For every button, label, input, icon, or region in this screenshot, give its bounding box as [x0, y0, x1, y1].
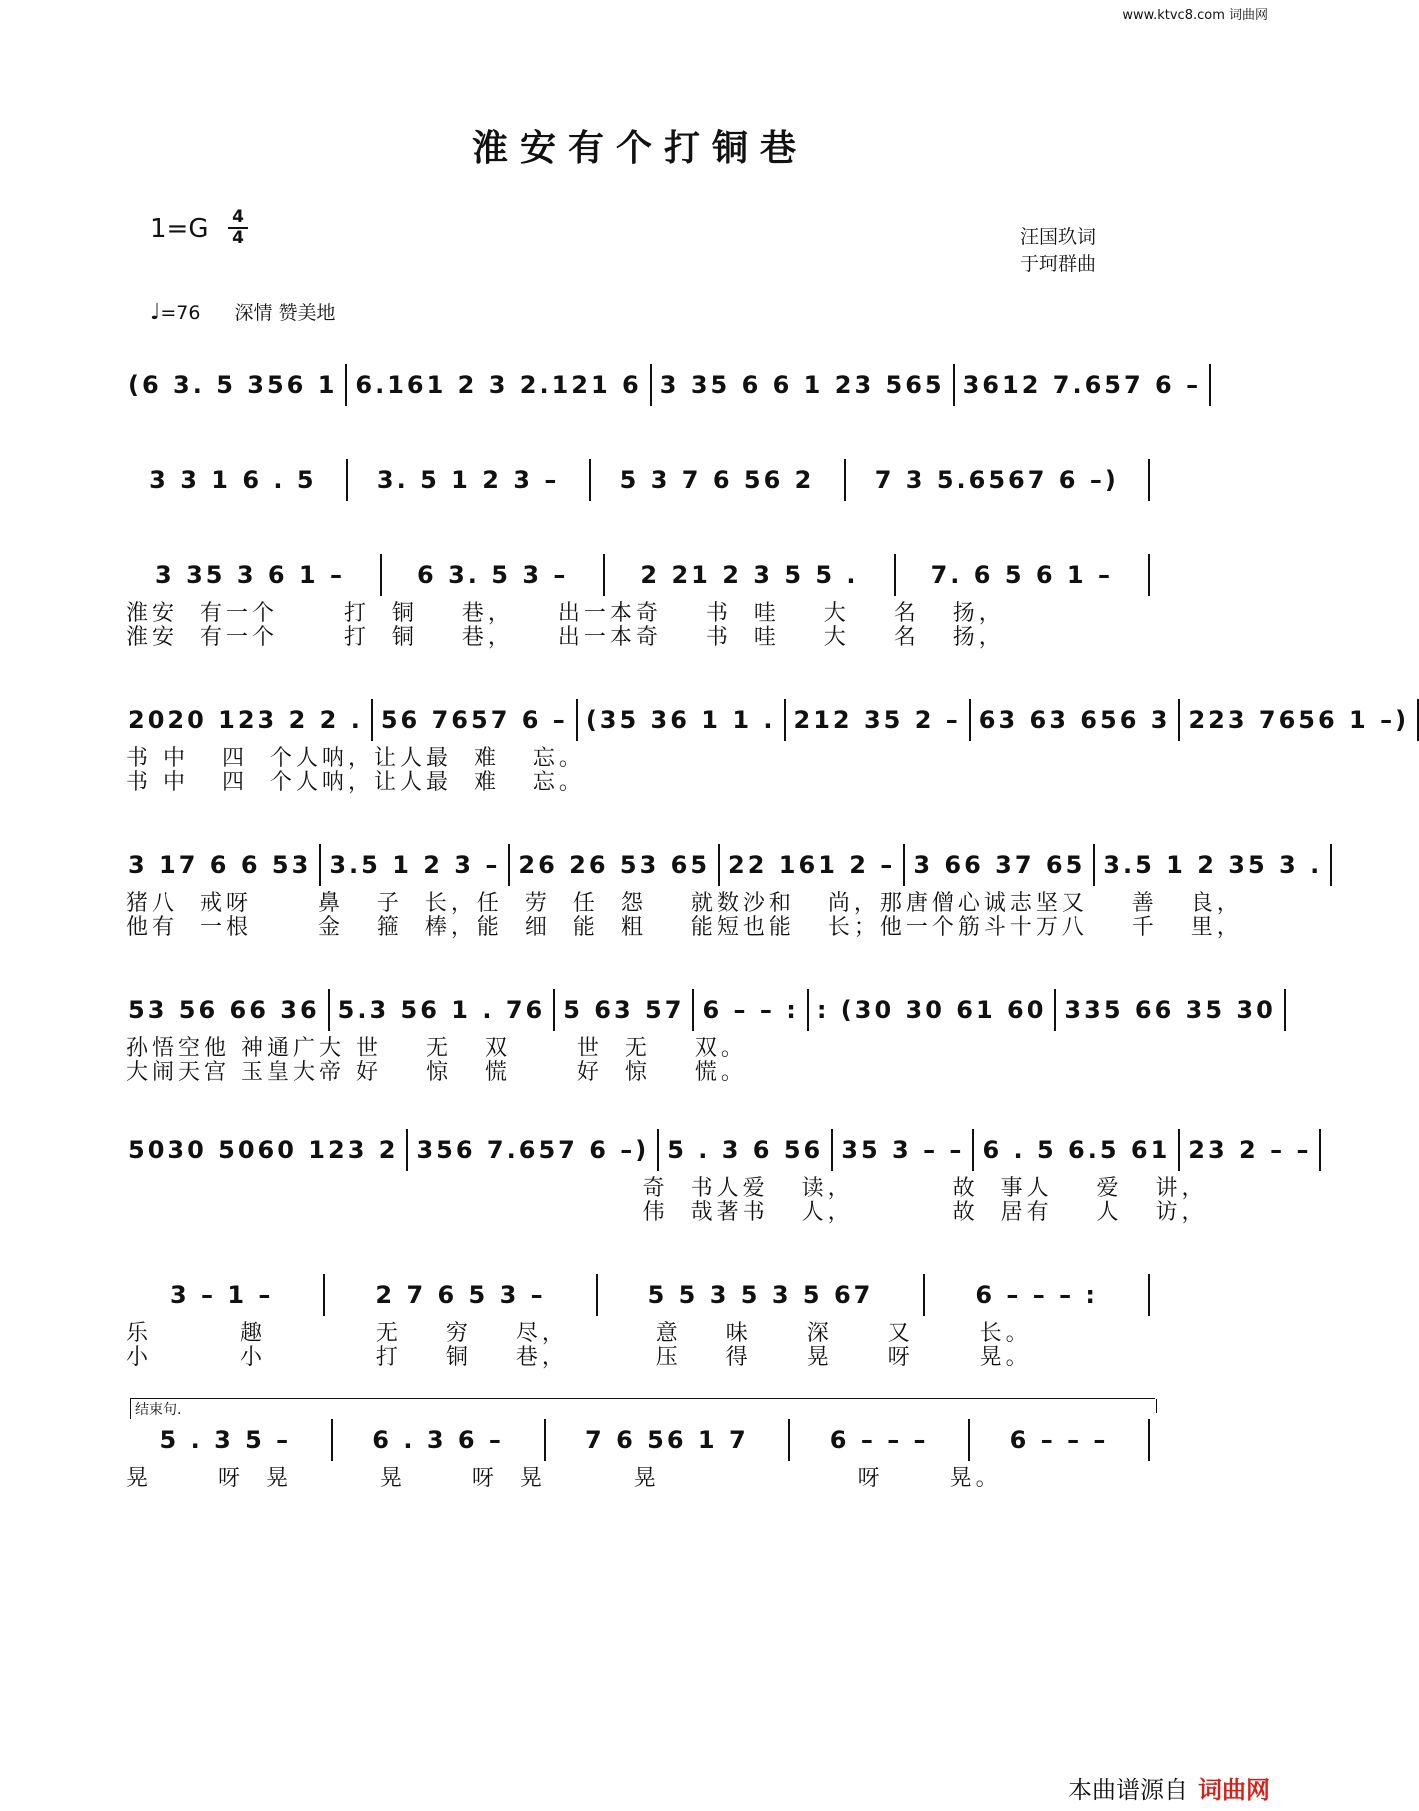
barline [319, 844, 321, 886]
barline [784, 699, 786, 741]
composer: 于珂群曲 [1020, 253, 1097, 275]
lyric-line: 书 中 四 个人呐，让人最 难 忘。 [126, 770, 585, 795]
measure: 5030 5060 123 2 [128, 1136, 399, 1164]
site-watermark: www.ktvc8.com 词曲网 [1122, 8, 1268, 23]
measure: 5 63 57 [563, 996, 685, 1024]
measure: 56 7657 6 – [380, 706, 568, 734]
barline [406, 1129, 408, 1171]
barline [576, 699, 578, 741]
footer-brand: 词曲网 [1198, 1776, 1270, 1804]
barline [328, 989, 330, 1031]
barline [596, 1274, 598, 1316]
measure: 5 . 3 6 56 [667, 1136, 824, 1164]
measure: (35 36 1 1 . [585, 706, 776, 734]
score-line [128, 990, 1276, 1030]
measure: : (30 30 61 60 [816, 996, 1047, 1024]
measure: 7 6 56 1 7 [585, 1426, 749, 1454]
barline [508, 844, 510, 886]
barline [1054, 989, 1056, 1031]
barline [331, 1419, 333, 1461]
measure: (6 3. 5 356 1 [128, 371, 338, 399]
barline [1284, 989, 1286, 1031]
measure: 3612 7.657 6 – [962, 371, 1202, 399]
barline [544, 1419, 546, 1461]
time-sig-top: 4 [232, 207, 244, 227]
measure: 3.5 1 2 35 3 . [1103, 851, 1323, 879]
lyric-line: 他有 一根 金 箍 棒，能 细 能 粗 能短也能 长；他一个筋斗十万八 千 里， [126, 915, 1243, 940]
measure: 35 3 – – [841, 1136, 965, 1164]
barline [692, 989, 694, 1031]
lyric-line: 猪八 戒呀 鼻 子 长，任 劳 任 怨 就数沙和 尚，那唐僧心诚志坚又 善 良， [126, 891, 1243, 916]
barline [553, 989, 555, 1031]
measure: 6 . 3 6 – [372, 1426, 504, 1454]
measure: 223 7656 1 –) [1188, 706, 1410, 734]
measure: 3 3 1 6 . 5 [149, 466, 317, 494]
barline [788, 1419, 790, 1461]
barline [1330, 844, 1332, 886]
measure: 6 – – – [829, 1426, 929, 1454]
score-line [128, 700, 1410, 740]
measure: 2020 123 2 2 . [128, 706, 363, 734]
measure: 356 7.657 6 –) [416, 1136, 650, 1164]
barline [903, 844, 905, 886]
measure: 3 35 6 6 1 23 565 [659, 371, 945, 399]
lyric-line: 小 小 打 铜 巷， 压 得 晃 呀 晃。 [126, 1345, 1032, 1370]
barline [831, 1129, 833, 1171]
quarter-note-icon: ♩ [150, 300, 161, 325]
time-signature [228, 208, 248, 248]
measure: 53 56 66 36 [128, 996, 320, 1024]
expression-mark: 深情 赞美地 [234, 302, 336, 324]
key-signature: 1=G [150, 214, 209, 244]
barline [589, 459, 591, 501]
score-line [128, 1420, 1158, 1460]
ending-label: 结束句. [135, 1402, 182, 1418]
measure: 335 66 35 30 [1064, 996, 1276, 1024]
measure: 5 5 3 5 3 5 67 [647, 1281, 874, 1309]
measure: 23 2 – – [1188, 1136, 1312, 1164]
measure: 6 – – – : [975, 1281, 1099, 1309]
measure: 6 – – : [702, 996, 799, 1024]
lyric-line: 伟 哉著书 人， 故 居有 人 访， [126, 1200, 1208, 1225]
barline [1148, 1274, 1150, 1316]
lyric-line: 晃 呀 晃 晃 呀 晃 晃 呀 晃。 [126, 1466, 1002, 1491]
measure: 6.161 2 3 2.121 6 [355, 371, 642, 399]
score-line [128, 460, 1158, 500]
measure: 22 161 2 – [728, 851, 896, 879]
measure: 7 3 5.6567 6 –) [874, 466, 1119, 494]
barline [844, 459, 846, 501]
barline [972, 1129, 974, 1171]
lyric-line: 书 中 四 个人呐，让人最 难 忘。 [126, 746, 585, 771]
barline [1148, 554, 1150, 596]
barline [1209, 364, 1211, 406]
score-line [128, 555, 1158, 595]
barline [603, 554, 605, 596]
barline [1148, 459, 1150, 501]
credits [1020, 224, 1096, 278]
barline [1093, 844, 1095, 886]
source-footer [1068, 1770, 1270, 1805]
measure: 5.3 56 1 . 76 [337, 996, 546, 1024]
lyric-line: 淮安 有一个 打 铜 巷， 出一本奇 书 哇 大 名 扬， [126, 601, 1005, 626]
measure: 5 . 3 5 – [159, 1426, 292, 1454]
measure: 63 63 656 3 [978, 706, 1171, 734]
measure: 6 . 5 6.5 61 [982, 1136, 1171, 1164]
barline [1148, 1419, 1150, 1461]
barline [968, 1419, 970, 1461]
measure: 2 7 6 5 3 – [375, 1281, 546, 1309]
footer-text: 本曲谱源自 [1068, 1776, 1188, 1804]
barline [969, 699, 971, 741]
score-line [128, 365, 1202, 405]
barline [371, 699, 373, 741]
barline [953, 364, 955, 406]
time-sig-bottom: 4 [228, 227, 248, 248]
barline [345, 364, 347, 406]
measure: 3.5 1 2 3 – [329, 851, 501, 879]
song-title: 淮安有个打铜巷 [471, 127, 808, 169]
measure: 5 3 7 6 56 2 [619, 466, 815, 494]
barline [718, 844, 720, 886]
score-line [128, 1130, 1312, 1170]
measure: 3. 5 1 2 3 – [376, 466, 560, 494]
score-line [128, 845, 1323, 885]
barline [923, 1274, 925, 1316]
lyricist: 汪国玖词 [1020, 226, 1097, 248]
lyric-line: 孙悟空他 神通广大 世 无 双 世 无 双。 [126, 1036, 747, 1061]
barline [1178, 1129, 1180, 1171]
tempo-marking [150, 298, 336, 325]
barline [1178, 699, 1180, 741]
barline [657, 1129, 659, 1171]
measure: 212 35 2 – [793, 706, 961, 734]
lyric-line: 大闹天宫 玉皇大帝 好 惊 慌 好 惊 慌。 [126, 1060, 747, 1085]
score-line [128, 1275, 1158, 1315]
measure: 3 17 6 6 53 [128, 851, 312, 879]
barline [1319, 1129, 1321, 1171]
barline [323, 1274, 325, 1316]
lyric-line: 乐 趣 无 穷 尽， 意 味 深 又 长。 [126, 1321, 1032, 1346]
tempo-value: =76 [160, 302, 201, 324]
measure: 3 35 3 6 1 – [155, 561, 345, 589]
barline [807, 989, 809, 1031]
measure: 6 – – – [1009, 1426, 1109, 1454]
measure: 26 26 53 65 [518, 851, 711, 879]
barline [380, 554, 382, 596]
measure: 3 66 37 65 [913, 851, 1086, 879]
measure: 2 21 2 3 5 5 . [640, 561, 859, 589]
lyric-line: 淮安 有一个 打 铜 巷， 出一本奇 书 哇 大 名 扬， [126, 625, 1005, 650]
barline [894, 554, 896, 596]
barline [346, 459, 348, 501]
ending-bracket [130, 1398, 1155, 1419]
measure: 6 3. 5 3 – [417, 561, 569, 589]
ending-mark [1156, 1399, 1158, 1413]
barline [650, 364, 652, 406]
measure: 3 – 1 – [169, 1281, 274, 1309]
measure: 7. 6 5 6 1 – [930, 561, 1113, 589]
lyric-line: 奇 书人爱 读， 故 事人 爱 讲， [126, 1176, 1208, 1201]
